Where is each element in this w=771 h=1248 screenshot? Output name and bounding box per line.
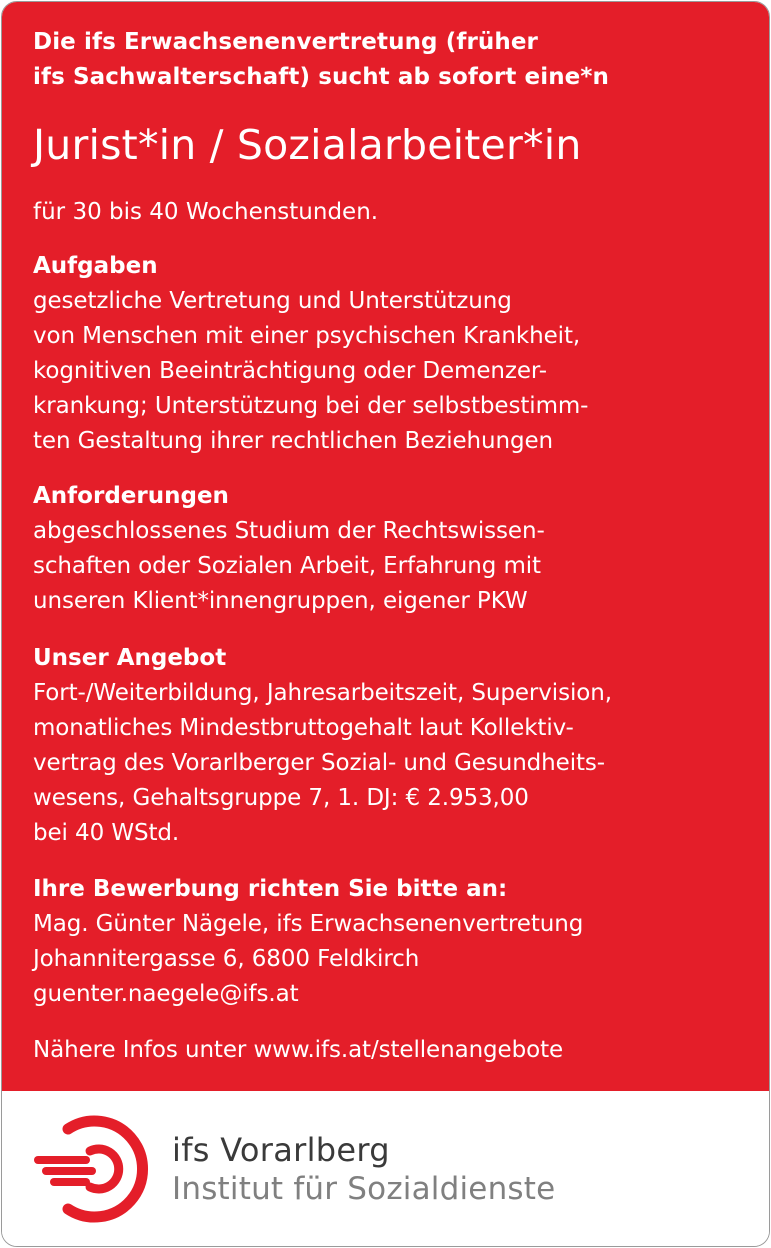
aufgaben-line-5: ten Gestaltung ihrer rechtlichen Beziehungen (33, 428, 554, 454)
brand-subtitle: Institut für Sozialdienste (172, 1171, 556, 1207)
contact-email-link[interactable]: guenter.naegele@ifs.at (33, 981, 299, 1007)
angebot-line-4: wesens, Gehaltsgruppe 7, 1. DJ: € 2.953,00 (33, 785, 529, 811)
ad-red-panel (2, 2, 769, 1091)
intro-line-2: ifs Sachwalterschaft) sucht ab sofort eine*n (33, 64, 609, 90)
section-heading-angebot: Unser Angebot (33, 645, 227, 671)
job-title: Jurist*in / Sozialarbeiter*in (33, 121, 582, 169)
angebot-line-5: bei 40 WStd. (33, 820, 180, 846)
angebot-line-3: vertrag des Vorarlberger Sozial- und Gesundheits- (33, 750, 605, 776)
aufgaben-line-1: gesetzliche Vertretung und Unterstützung (33, 288, 512, 314)
intro-line-1: Die ifs Erwachsenenvertretung (früher (33, 29, 538, 55)
more-info-link[interactable]: Nähere Infos unter www.ifs.at/stellenangebote (33, 1037, 564, 1063)
ifs-logo-icon (28, 1109, 158, 1229)
angebot-line-2: monatliches Mindestbruttogehalt laut Kollektiv- (33, 715, 574, 741)
section-heading-anforderungen: Anforderungen (33, 483, 229, 509)
anforderungen-line-1: abgeschlossenes Studium der Rechtswissen- (33, 518, 545, 544)
job-ad-card (1, 1, 770, 1247)
angebot-line-1: Fort-/Weiterbildung, Jahresarbeitszeit, Supervision, (33, 680, 612, 706)
aufgaben-line-2: von Menschen mit einer psychischen Krankheit, (33, 323, 581, 349)
working-hours: für 30 bis 40 Wochenstunden. (33, 199, 379, 225)
contact-address: Johannitergasse 6, 6800 Feldkirch (33, 946, 420, 972)
section-heading-aufgaben: Aufgaben (33, 253, 158, 279)
section-heading-bewerbung: Ihre Bewerbung richten Sie bitte an: (33, 876, 508, 902)
aufgaben-line-4: krankung; Unterstützung bei der selbstbestimm- (33, 393, 589, 419)
brand-footer (2, 1091, 769, 1246)
contact-person: Mag. Günter Nägele, ifs Erwachsenenvertretung (33, 911, 584, 937)
anforderungen-line-2: schaften oder Sozialen Arbeit, Erfahrung mit (33, 553, 541, 579)
brand-name: ifs Vorarlberg (172, 1131, 390, 1169)
anforderungen-line-3: unseren Klient*innengruppen, eigener PKW (33, 588, 528, 614)
aufgaben-line-3: kognitiven Beeinträchtigung oder Demenzer- (33, 358, 547, 384)
